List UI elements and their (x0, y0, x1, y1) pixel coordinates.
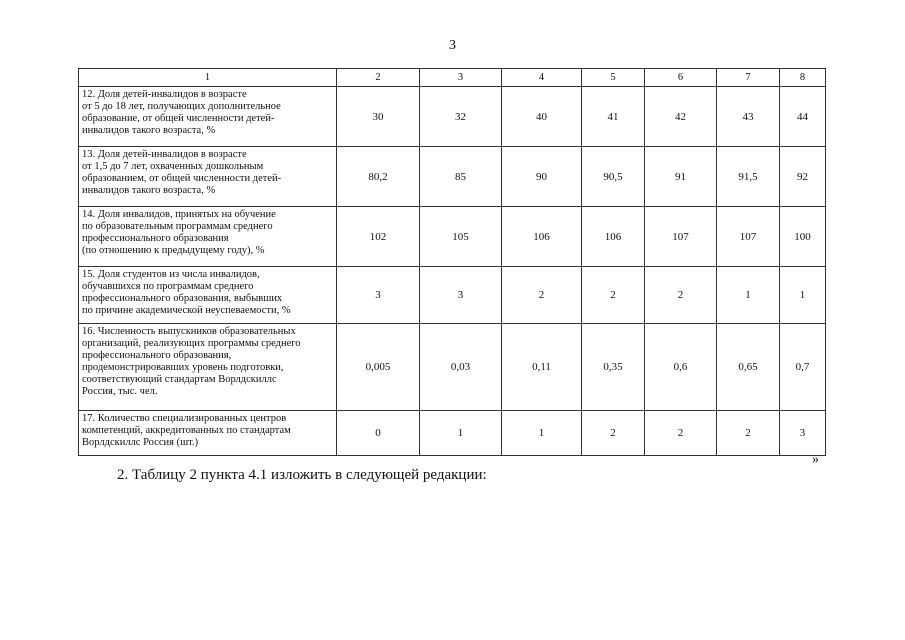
indicator-value: 91,5 (717, 147, 780, 207)
indicator-value: 2 (582, 267, 645, 324)
indicator-value: 0,7 (780, 324, 826, 411)
indicator-value: 107 (645, 207, 717, 267)
table-header-row (79, 69, 826, 87)
indicator-value: 80,2 (337, 147, 420, 207)
indicator-value: 92 (780, 147, 826, 207)
indicator-value: 0 (337, 411, 420, 456)
indicator-value: 40 (502, 87, 582, 147)
indicator-value: 107 (717, 207, 780, 267)
column-header: 1 (79, 69, 337, 87)
indicator-value: 0,6 (645, 324, 717, 411)
indicator-label: 12. Доля детей-инвалидов в возрасте от 5 до 18 лет, получающих дополнительное образование, от общей численности детей- инвалидов такого возраста, % (79, 87, 337, 147)
indicator-value: 3 (780, 411, 826, 456)
indicator-value: 100 (780, 207, 826, 267)
indicator-label: 14. Доля инвалидов, принятых на обучение по образовательным программам среднего профессионального образования (по отношению к предыдущему году), % (79, 207, 337, 267)
indicator-value: 90 (502, 147, 582, 207)
column-header: 6 (645, 69, 717, 87)
indicator-value: 1 (420, 411, 502, 456)
indicator-value: 3 (420, 267, 502, 324)
table-row (79, 267, 826, 324)
indicator-value: 0,35 (582, 324, 645, 411)
indicator-value: 0,65 (717, 324, 780, 411)
instruction-text: 2. Таблицу 2 пункта 4.1 изложить в следующей редакции: (117, 467, 487, 483)
indicator-label: 13. Доля детей-инвалидов в возрасте от 1,5 до 7 лет, охваченных дошкольным образованием, от общей численности детей- инвалидов такого возраста, % (79, 147, 337, 207)
indicator-value: 2 (645, 267, 717, 324)
indicator-value: 2 (582, 411, 645, 456)
indicator-value: 105 (420, 207, 502, 267)
table-row (79, 411, 826, 456)
indicator-value: 44 (780, 87, 826, 147)
table-row (79, 147, 826, 207)
column-header: 3 (420, 69, 502, 87)
column-header: 7 (717, 69, 780, 87)
indicator-value: 106 (582, 207, 645, 267)
indicator-value: 2 (717, 411, 780, 456)
indicator-value: 85 (420, 147, 502, 207)
indicator-value: 43 (717, 87, 780, 147)
page-number: 3 (449, 38, 456, 53)
column-header: 2 (337, 69, 420, 87)
table-row (79, 87, 826, 147)
column-header: 4 (502, 69, 582, 87)
table-row (79, 207, 826, 267)
indicator-value: 0,005 (337, 324, 420, 411)
indicator-value: 0,03 (420, 324, 502, 411)
closing-quote: » (812, 452, 819, 467)
column-header: 8 (780, 69, 826, 87)
indicator-label: 17. Количество специализированных центров компетенций, аккредитованных по стандартам Ворлдскиллс Россия (шт.) (79, 411, 337, 456)
indicator-value: 42 (645, 87, 717, 147)
indicator-value: 1 (502, 411, 582, 456)
table-row (79, 324, 826, 411)
indicator-value: 32 (420, 87, 502, 147)
indicator-value: 3 (337, 267, 420, 324)
indicator-value: 102 (337, 207, 420, 267)
indicator-value: 41 (582, 87, 645, 147)
indicator-value: 2 (645, 411, 717, 456)
indicator-label: 15. Доля студентов из числа инвалидов, обучавшихся по программам среднего профессионального образования, выбывших по причине академической неуспеваемости, % (79, 267, 337, 324)
indicator-value: 1 (780, 267, 826, 324)
indicator-value: 2 (502, 267, 582, 324)
indicator-value: 0,11 (502, 324, 582, 411)
indicator-label: 16. Численность выпускников образовательных организаций, реализующих программы среднего профессионального образования, продемонстрировавших уровень подготовки, соответствующий стандартам Ворлдскиллс Россия, тыс. чел. (79, 324, 337, 411)
indicator-value: 1 (717, 267, 780, 324)
indicator-value: 91 (645, 147, 717, 207)
indicator-value: 30 (337, 87, 420, 147)
indicator-value: 90,5 (582, 147, 645, 207)
indicator-value: 106 (502, 207, 582, 267)
column-header: 5 (582, 69, 645, 87)
indicators-table (78, 68, 826, 456)
